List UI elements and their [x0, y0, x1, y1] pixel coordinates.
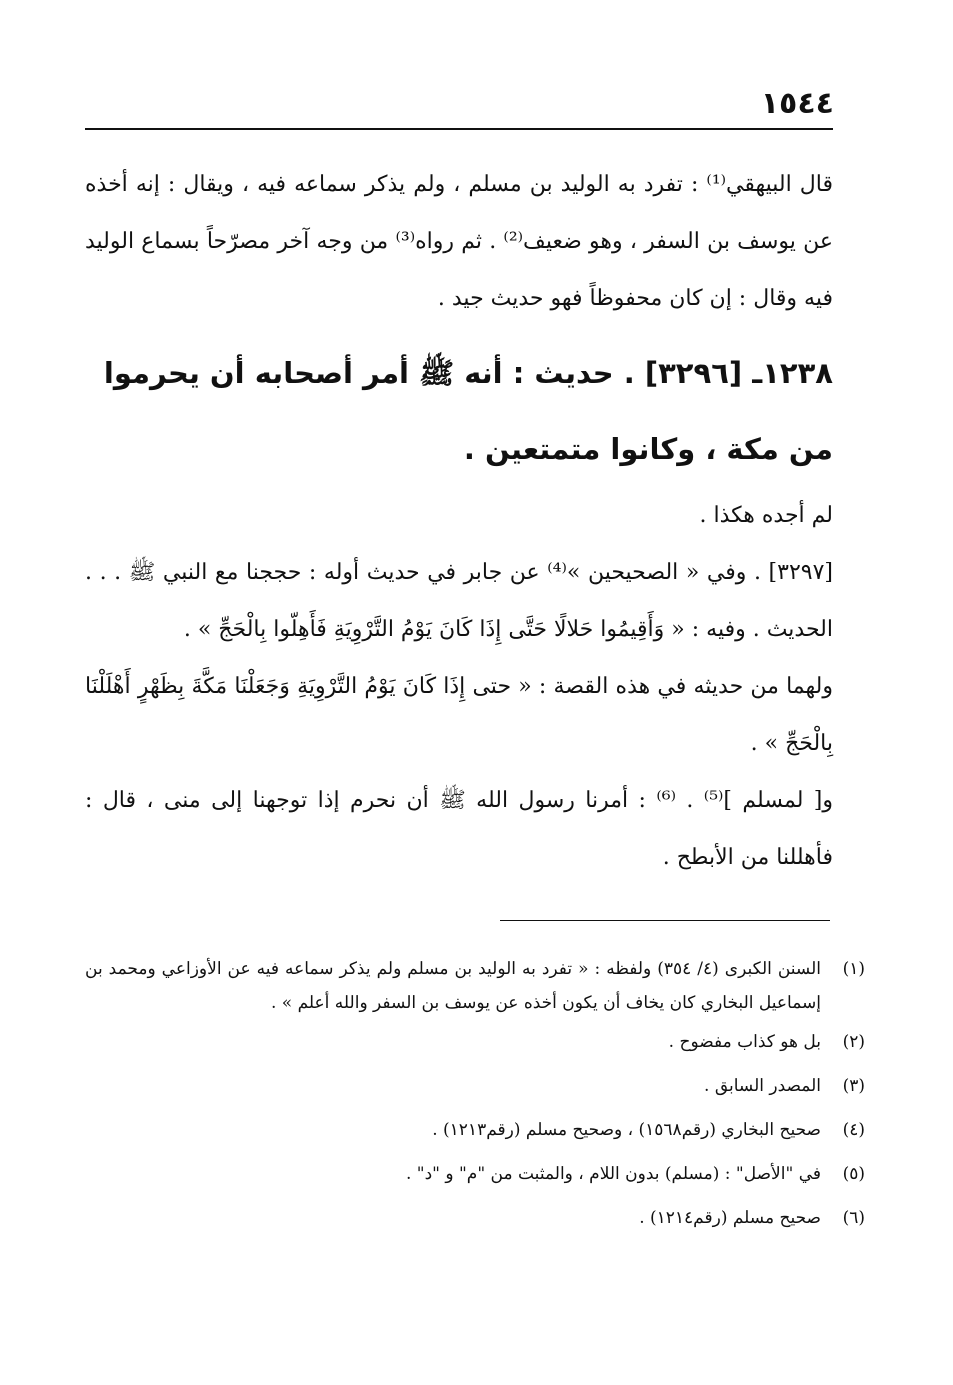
footnote-number: (٤) — [842, 1120, 865, 1140]
footnote-number: (٢) — [842, 1032, 865, 1052]
main-text — [85, 156, 833, 886]
footnote — [85, 1064, 865, 1108]
footnote-text: في "الأصل" : (مسلم) بدون اللام ، والمثبت من "م" و "د" . — [405, 1164, 821, 1184]
footnote-text: المصدر السابق . — [704, 1076, 821, 1096]
footnote — [85, 952, 865, 1020]
paragraph: لم أجده هكذا . — [699, 503, 833, 528]
footnote-separator — [500, 920, 830, 921]
footnote — [85, 1020, 865, 1064]
footnote-text: السنن الكبرى (٤/ ٣٥٤) ولفظه : « تفرد به الوليد بن مسلم ولم يذكر سماعه فيه عن الأوزاعي ومحمد بن إسماعيل البخاري كان يخاف أن يكون أخذه عن يوسف بن السفر والله أعلم » . — [85, 959, 821, 1013]
footnote-text: صحيح البخاري (رقم١٥٦٨) ، وصحيح مسلم (رقم١٢١٣) . — [432, 1120, 821, 1140]
footnote-text: بل هو كذاب مفضوح . — [668, 1032, 821, 1052]
page-number: ١٥٤٤ — [760, 86, 834, 121]
header-rule — [85, 128, 833, 130]
footnote-number: (٣) — [842, 1076, 865, 1096]
footnotes — [85, 952, 865, 1240]
footnote-number: (١) — [842, 959, 865, 979]
footnote — [85, 1152, 865, 1196]
footnote — [85, 1196, 865, 1240]
paragraph: قال البيهقي⁽¹⁾ : تفرد به الوليد بن مسلم ، ولم يذكر سماعه فيه ، ويقال : إنه أخذه عن يوسف بن السفر ، وهو ضعيف⁽²⁾ . ثم رواه⁽³⁾ من وجه آخر مصرّحاً بسماع الوليد فيه وقال : إن كان محفوظاً فهو حديث جيد . — [85, 172, 833, 311]
footnote-number: (٦) — [842, 1208, 865, 1228]
paragraph: ولهما من حديثه في هذه القصة : « حتى إِذَا كَانَ يَوْمُ التَّرْوِيَةِ وَجَعَلْنَا مَكَّةَ بِظَهْرٍ أَهْلَلْنَا بِالْحَجِّ » . — [85, 674, 833, 756]
hadith-heading: ١٢٣٨ـ [٣٢٩٦] . حديث : أنه ﷺ أمر أصحابه أن يحرموا من مكة ، وكانوا متمتعين . — [103, 356, 833, 466]
footnote — [85, 1108, 865, 1152]
paragraph: [٣٢٩٧] . وفي « الصحيحين »⁽⁴⁾ عن جابر في حديث أوله : حججنا مع النبي ﷺ . . . الحديث . وفيه : « وَأَقِيمُوا حَلالًا حَتَّى إِذَا كَانَ يَوْمُ التَّرْوِيَةِ فَأَهِلّوا بِالْحَجِّ » . — [85, 560, 833, 642]
footnote-number: (٥) — [842, 1164, 865, 1184]
paragraph: و[ لمسلم ]⁽⁵⁾ . ⁽⁶⁾ : أمرنا رسول الله ﷺ أن نحرم إذا توجهنا إلى منى ، قال : فأهللنا من الأبطح . — [85, 788, 834, 870]
footnote-text: صحيح مسلم (رقم١٢١٤) . — [639, 1208, 821, 1228]
